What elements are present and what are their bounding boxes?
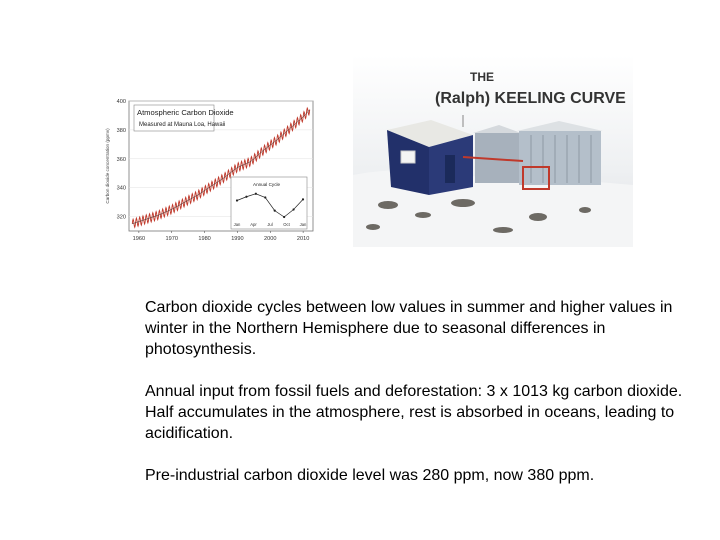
chart-subtitle: Measured at Mauna Loa, Hawaii xyxy=(139,122,226,128)
inset-x-tick-label: Jan xyxy=(299,222,307,227)
inset-point xyxy=(292,208,294,210)
chart-title: Atmospheric Carbon Dioxide xyxy=(137,108,234,117)
y-tick-label: 400 xyxy=(116,99,126,105)
inset-point xyxy=(255,193,257,195)
x-tick-label: 2010 xyxy=(296,236,310,242)
inset-point xyxy=(236,199,238,201)
x-tick-label: 1970 xyxy=(165,236,178,242)
inset-x-tick-label: Jul xyxy=(267,222,273,227)
y-axis-label: Carbon dioxide concentration (ppmv) xyxy=(105,128,110,204)
x-tick-label: 1980 xyxy=(198,236,211,242)
photo-title-line2: (Ralph) KEELING CURVE xyxy=(435,90,626,107)
x-tick-label: 1990 xyxy=(231,236,244,242)
inset-point xyxy=(302,198,304,200)
y-tick-label: 320 xyxy=(116,214,126,221)
keeling-chart xyxy=(103,98,318,248)
inset-chart xyxy=(231,177,307,229)
x-tick-label: 1960 xyxy=(132,236,146,242)
body-text xyxy=(145,297,690,507)
y-tick-label: 340 xyxy=(116,185,126,192)
inset-x-tick-label: Oct xyxy=(283,222,290,227)
inset-x-tick-label: Apr xyxy=(250,222,257,227)
inset-point xyxy=(283,216,285,218)
inset-point xyxy=(274,210,276,212)
gray-buildings xyxy=(463,121,603,189)
paragraph-photosynthesis: Carbon dioxide cycles between low values in summer and higher values in winter in the Northern Hemisphere due to seasonal differences in photosynthesis. xyxy=(145,299,673,358)
paragraph-ppm-levels: Pre-industrial carbon dioxide level was 280 ppm, now 380 ppm. xyxy=(145,467,595,484)
inset-point xyxy=(264,196,266,198)
inset-title: Annual Cycle xyxy=(253,182,281,187)
y-tick-label: 380 xyxy=(116,127,126,134)
y-tick-label: 360 xyxy=(116,156,126,163)
x-tick-label: 2000 xyxy=(264,236,277,242)
photo-title-line1: THE xyxy=(470,70,494,84)
inset-point xyxy=(245,196,247,198)
paragraph-fossil-fuels: Annual input from fossil fuels and deforestation: 3 x 1013 kg carbon dioxide. Half accumulates in the atmosphere, rest is absorbed in oceans, leading to acidification. xyxy=(145,383,683,442)
inset-x-tick-label: Jan xyxy=(233,222,241,227)
keeling-curve-photo xyxy=(353,55,633,247)
